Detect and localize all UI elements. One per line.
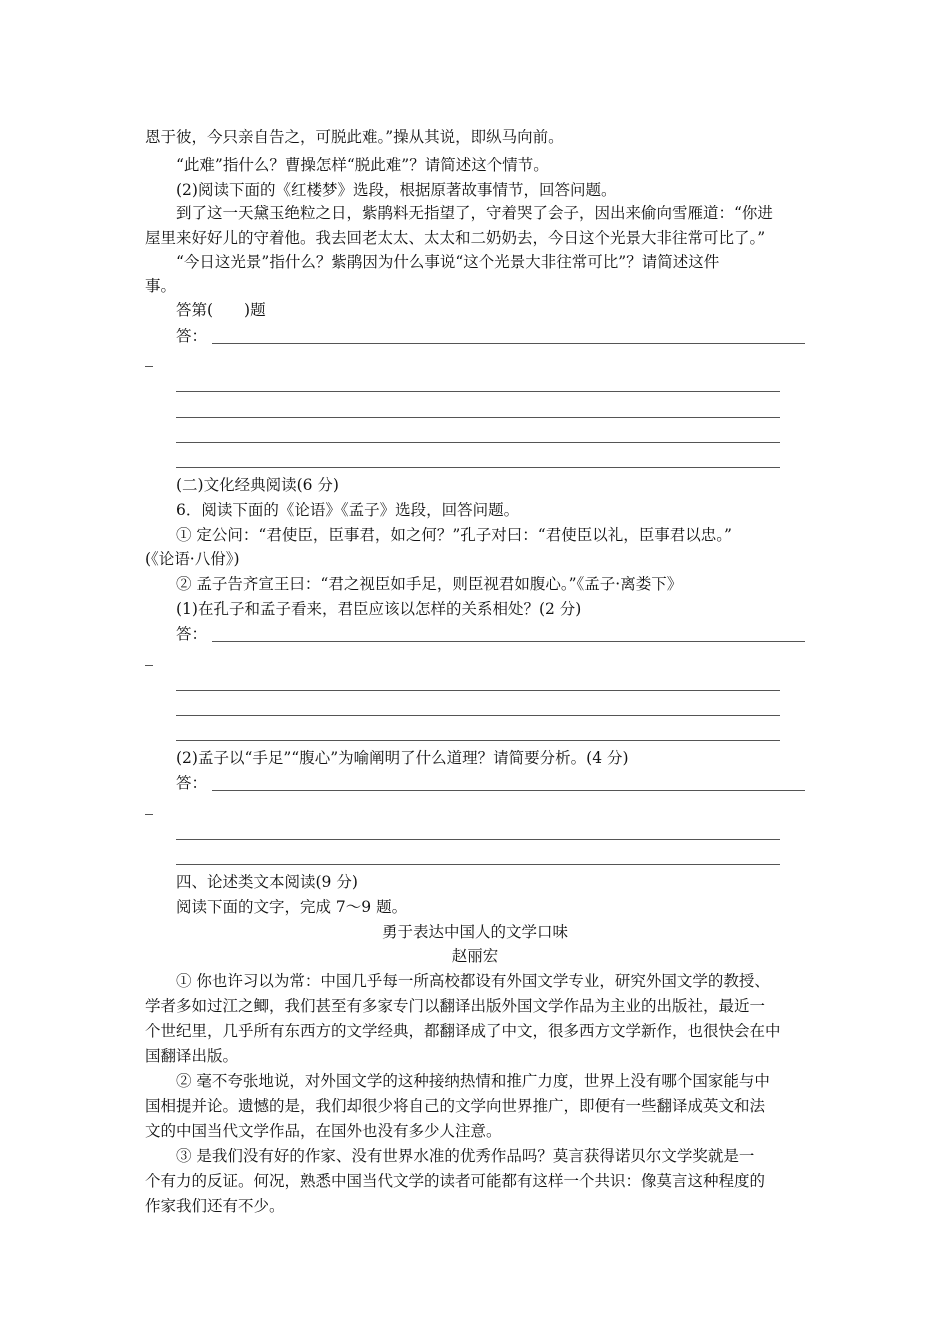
paragraph-line: 国翻译出版。 xyxy=(145,1047,239,1065)
paragraph-line: 国相提并论。遗憾的是，我们却很少将自己的文学向世界推广，即便有一些翻译成英文和法 xyxy=(145,1097,766,1115)
question-line: (2)阅读下面的《红楼梦》选段，根据原著故事情节，回答问题。 xyxy=(176,181,617,199)
quote-line: ① 定公问：“君使臣，臣事君，如之何？”孔子对曰：“君使臣以礼，臣事君以忠。” xyxy=(176,526,732,544)
answer-line[interactable] xyxy=(176,442,780,443)
passage-line: 屋里来好好儿的守着他。我去回老太太、太太和二奶奶去，今日这个光景大非往常可比了。” xyxy=(145,229,766,247)
paragraph-line: ② 毫不夸张地说，对外国文学的这种接纳热情和推广力度，世界上没有哪个国家能与中 xyxy=(176,1072,770,1090)
question-line: “此难”指什么？曹操怎样“脱此难”？请简述这个情节。 xyxy=(176,156,549,174)
article-title: 勇于表达中国人的文学口味 xyxy=(381,923,568,941)
answer-line[interactable] xyxy=(176,690,780,691)
paragraph-line: 学者多如过江之鲫，我们甚至有多家专门以翻译出版外国文学作品为主业的出版社，最近一 xyxy=(145,997,766,1015)
answer-line-continuation xyxy=(145,366,153,367)
question-line: “今日这光景”指什么？紫鹃因为什么事说“这个光景大非往常可比”？请简述这件 xyxy=(176,253,720,271)
section-heading: 四、论述类文本阅读(9 分) xyxy=(176,873,358,891)
answer-line-continuation xyxy=(145,665,153,666)
quote-line: ② 孟子告齐宣王曰：“君之视臣如手足，则臣视君如腹心。”《孟子·离娄下》 xyxy=(176,575,683,593)
paragraph-line: 作家我们还有不少。 xyxy=(145,1197,285,1215)
paragraph-line: 文的中国当代文学作品，在国外也没有多少人注意。 xyxy=(145,1122,502,1140)
question-line: 事。 xyxy=(145,277,177,295)
answer-question-number: 答第( )题 xyxy=(176,301,266,319)
paragraph-line: ① 你也许习以为常：中国几乎每一所高校都设有外国文学专业，研究外国文学的教授、 xyxy=(176,972,770,990)
sub-question: (1)在孔子和孟子看来，君臣应该以怎样的关系相处？(2 分) xyxy=(176,600,582,618)
answer-line[interactable] xyxy=(176,740,780,741)
answer-line[interactable] xyxy=(176,391,780,392)
question-intro: 6．阅读下面的《论语》《孟子》选段，回答问题。 xyxy=(176,501,520,519)
answer-line-continuation xyxy=(145,814,153,815)
quote-source: (《论语·八佾》) xyxy=(145,550,240,568)
section-heading: (二)文化经典阅读(6 分) xyxy=(176,476,339,494)
answer-line[interactable] xyxy=(176,715,780,716)
article-author: 赵丽宏 xyxy=(451,947,499,965)
answer-line[interactable] xyxy=(212,343,805,344)
sub-question: (2)孟子以“手足”“腹心”为喻阐明了什么道理？请简要分析。(4 分) xyxy=(176,749,629,767)
answer-line[interactable] xyxy=(212,790,805,791)
passage-line: 到了这一天黛玉绝粒之日，紫鹃料无指望了，守着哭了会子，因出来偷向雪雁道：“你进 xyxy=(176,204,773,222)
answer-line[interactable] xyxy=(176,467,780,468)
passage-line: 恩于彼，今只亲自告之，可脱此难。”操从其说，即纵马向前。 xyxy=(145,128,564,146)
answer-line[interactable] xyxy=(212,641,805,642)
instruction: 阅读下面的文字，完成 7～9 题。 xyxy=(176,898,408,916)
paragraph-line: ③ 是我们没有好的作家、没有世界水准的优秀作品吗？莫言获得诺贝尔文学奖就是一 xyxy=(176,1147,755,1165)
paragraph-line: 个有力的反证。何况，熟悉中国当代文学的读者可能都有这样一个共识：像莫言这种程度的 xyxy=(145,1172,766,1190)
paragraph-line: 个世纪里，几乎所有东西方的文学经典，都翻译成了中文，很多西方文学新作，也很快会在中 xyxy=(145,1022,781,1040)
answer-line[interactable] xyxy=(176,864,780,865)
answer-label: 答： xyxy=(176,327,208,345)
answer-line[interactable] xyxy=(176,839,780,840)
answer-label: 答： xyxy=(176,625,208,643)
answer-label: 答： xyxy=(176,774,208,792)
answer-line[interactable] xyxy=(176,417,780,418)
